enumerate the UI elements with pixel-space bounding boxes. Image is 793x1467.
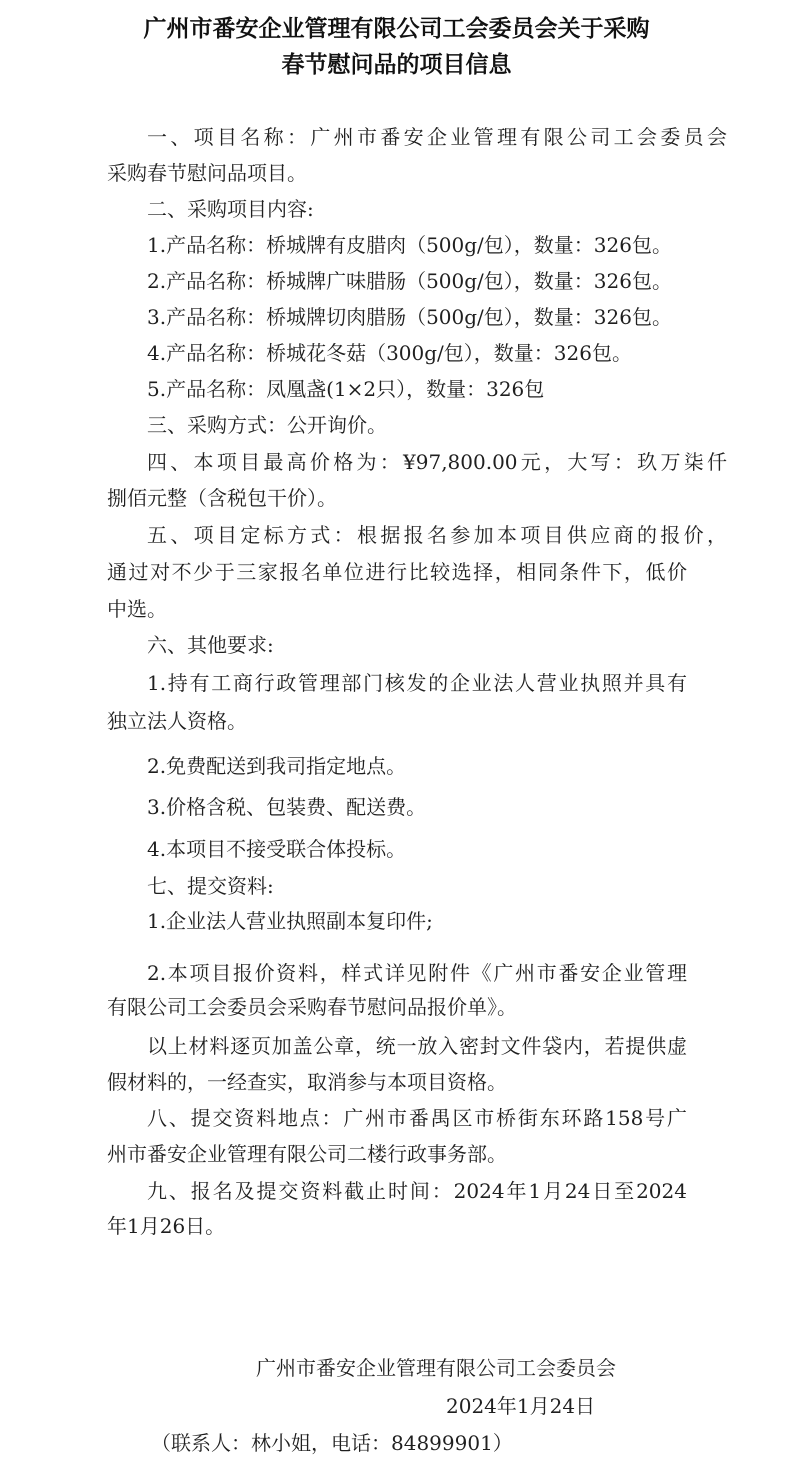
signature-organization: 广州市番安企业管理有限公司工会委员会 (256, 1356, 616, 1380)
submission-materials-heading: 七、提交资料: (147, 874, 274, 898)
award-method-line-3: 中选。 (107, 597, 167, 621)
product-item-5: 5.产品名称：凤凰盏(1×2只），数量：326包 (147, 377, 545, 401)
signature-date: 2024年1月24日 (446, 1394, 596, 1418)
procurement-content-heading: 二、采购项目内容: (147, 197, 314, 221)
requirement-1-line-1: 1.持有工商行政管理部门核发的企业法人营业执照并具有 (147, 671, 687, 695)
requirement-3: 3.价格含税、包装费、配送费。 (147, 795, 427, 819)
submission-item-2-line-1: 2.本项目报价资料，样式详见附件《广州市番安企业管理 (147, 961, 687, 985)
deadline-line-1: 九、报名及提交资料截止时间：2024年1月24日至2024 (147, 1179, 687, 1203)
submission-location-line-2: 州市番安企业管理有限公司二楼行政事务部。 (107, 1142, 507, 1166)
deadline-line-2: 年1月26日。 (107, 1214, 226, 1238)
product-item-1: 1.产品名称：桥城牌有皮腊肉（500g/包），数量：326包。 (147, 233, 672, 257)
submission-location-line-1: 八、提交资料地点：广州市番禺区市桥街东环路158号广 (147, 1106, 687, 1130)
requirement-1-line-2: 独立法人资格。 (107, 709, 247, 733)
other-requirements-heading: 六、其他要求: (147, 633, 274, 657)
procurement-method: 三、采购方式：公开询价。 (147, 413, 387, 437)
product-item-4: 4.产品名称：桥城花冬菇（300g/包），数量：326包。 (147, 341, 632, 365)
requirement-4: 4.本项目不接受联合体投标。 (147, 837, 407, 861)
product-item-2: 2.产品名称：桥城牌广味腊肠（500g/包），数量：326包。 (147, 269, 672, 293)
max-price-line-1: 四、本项目最高价格为：¥97,800.00元，大写：玖万柒仟 (147, 450, 727, 474)
product-item-3: 3.产品名称：桥城牌切肉腊肠（500g/包），数量：326包。 (147, 305, 672, 329)
award-method-line-2: 通过对不少于三家报名单位进行比较选择，相同条件下，低价 (107, 560, 687, 584)
document-title-line-1: 广州市番安企业管理有限公司工会委员会关于采购 (143, 15, 650, 42)
materials-note-line-1: 以上材料逐页加盖公章，统一放入密封文件袋内，若提供虚 (147, 1034, 687, 1058)
contact-info: （联系人：林小姐，电话：84899901） (151, 1431, 513, 1455)
submission-item-2-line-2: 有限公司工会委员会采购春节慰问品报价单》。 (107, 995, 517, 1019)
award-method-line-1: 五、项目定标方式：根据报名参加本项目供应商的报价， (147, 523, 727, 547)
requirement-2: 2.免费配送到我司指定地点。 (147, 754, 407, 778)
document-title-line-2: 春节慰问品的项目信息 (281, 51, 512, 78)
project-name-line-1: 一、项目名称：广州市番安企业管理有限公司工会委员会 (147, 125, 727, 149)
submission-item-1: 1.企业法人营业执照副本复印件; (147, 909, 433, 933)
materials-note-line-2: 假材料的，一经查实，取消参与本项目资格。 (107, 1070, 507, 1094)
max-price-line-2: 捌佰元整（含税包干价）。 (107, 486, 337, 510)
project-name-line-2: 采购春节慰问品项目。 (107, 161, 307, 185)
